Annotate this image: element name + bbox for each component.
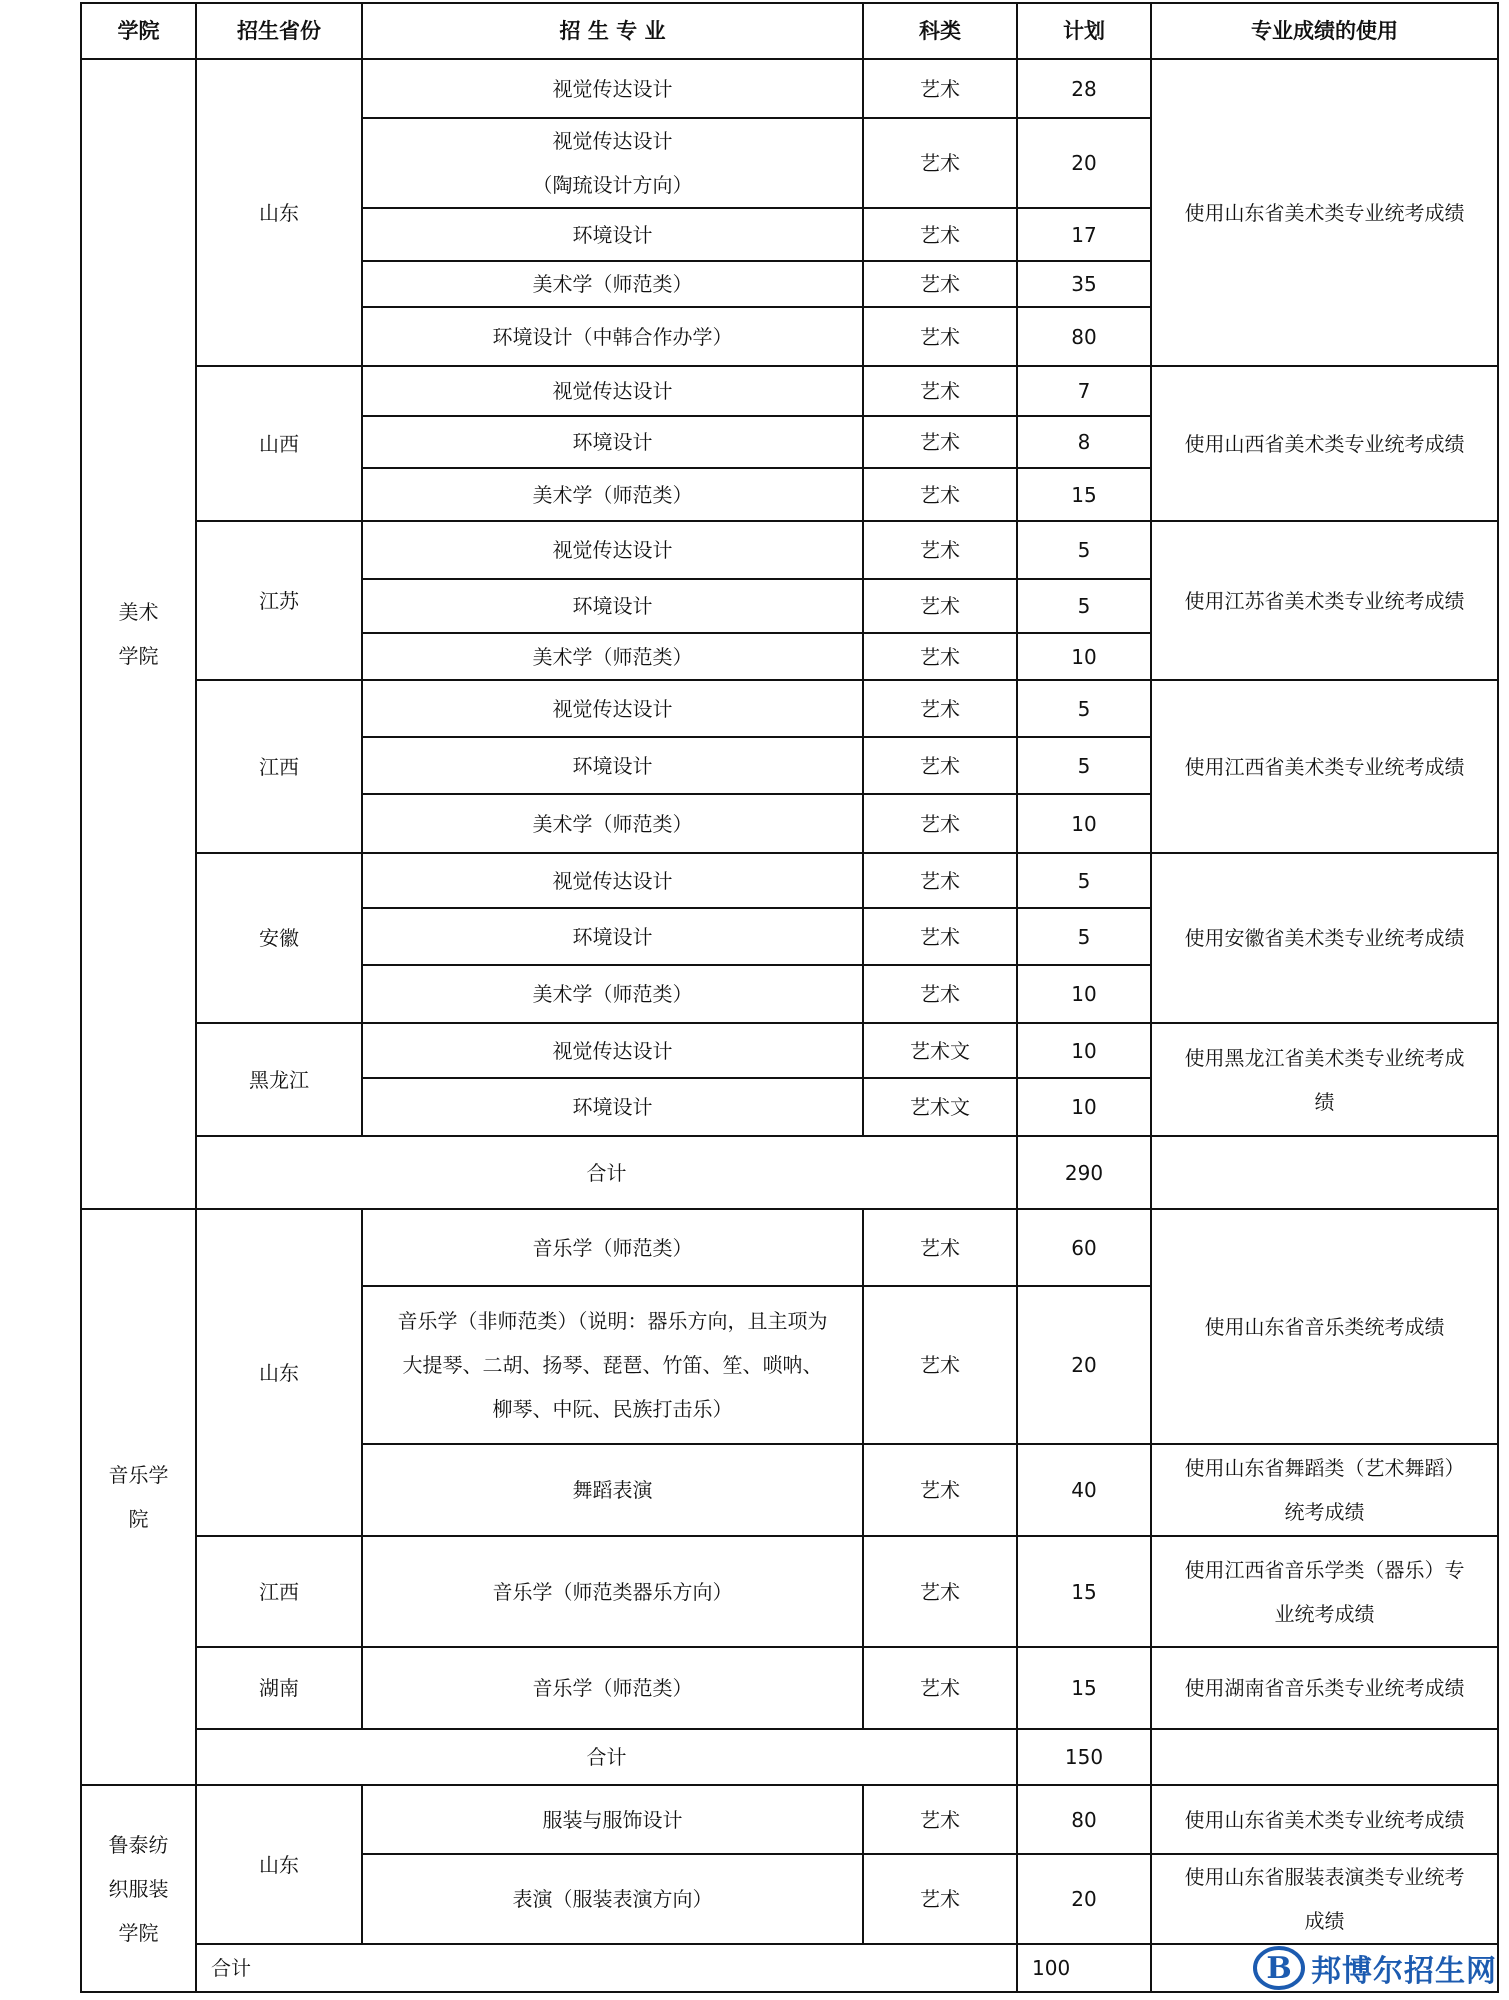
major-cell: 环境设计 bbox=[362, 416, 863, 468]
score-use-cell: 使用山东省音乐类统考成绩 bbox=[1151, 1209, 1498, 1444]
total-empty-cell bbox=[1151, 1729, 1498, 1785]
major-cell: 表演（服装表演方向） bbox=[362, 1854, 863, 1944]
plan-cell: 5 bbox=[1017, 579, 1151, 633]
plan-cell: 8 bbox=[1017, 416, 1151, 468]
category-cell: 艺术 bbox=[863, 908, 1017, 965]
plan-cell: 35 bbox=[1017, 261, 1151, 307]
site-watermark bbox=[1253, 1942, 1497, 1994]
total-value: 150 bbox=[1017, 1729, 1151, 1785]
category-cell: 艺术 bbox=[863, 366, 1017, 416]
plan-cell: 7 bbox=[1017, 366, 1151, 416]
header-row bbox=[81, 3, 1498, 59]
total-label: 合计 bbox=[196, 1136, 1017, 1209]
table-row bbox=[81, 680, 1498, 737]
plan-cell: 10 bbox=[1017, 794, 1151, 853]
total-value: 290 bbox=[1017, 1136, 1151, 1209]
plan-cell: 15 bbox=[1017, 1647, 1151, 1729]
province-cell: 湖南 bbox=[196, 1647, 362, 1729]
score-use-cell: 使用江西省美术类专业统考成绩 bbox=[1151, 680, 1498, 853]
table-row bbox=[81, 1785, 1498, 1854]
category-cell: 艺术 bbox=[863, 737, 1017, 794]
province-cell: 黑龙江 bbox=[196, 1023, 362, 1136]
score-use-cell: 使用黑龙江省美术类专业统考成 绩 bbox=[1151, 1023, 1498, 1136]
plan-cell: 15 bbox=[1017, 1536, 1151, 1647]
major-cell: 环境设计 bbox=[362, 208, 863, 261]
major-cell: 视觉传达设计 （陶琉设计方向） bbox=[362, 118, 863, 208]
header-score-use: 专业成绩的使用 bbox=[1151, 3, 1498, 59]
major-cell: 服装与服饰设计 bbox=[362, 1785, 863, 1854]
province-cell: 安徽 bbox=[196, 853, 362, 1023]
major-cell: 美术学（师范类） bbox=[362, 794, 863, 853]
total-label: 合计 bbox=[196, 1944, 1017, 1992]
svg-text:B: B bbox=[1266, 1951, 1292, 1986]
header-category: 科类 bbox=[863, 3, 1017, 59]
table-row bbox=[81, 521, 1498, 579]
category-cell: 艺术 bbox=[863, 521, 1017, 579]
watermark-text: 邦博尔招生网 bbox=[1311, 1954, 1497, 1989]
category-cell: 艺术 bbox=[863, 1444, 1017, 1536]
major-cell: 美术学（师范类） bbox=[362, 633, 863, 680]
category-cell: 艺术 bbox=[863, 965, 1017, 1023]
score-use-cell: 使用江西省音乐学类（器乐）专 业统考成绩 bbox=[1151, 1536, 1498, 1647]
major-cell: 环境设计 bbox=[362, 579, 863, 633]
table-row bbox=[81, 1536, 1498, 1647]
major-cell: 视觉传达设计 bbox=[362, 366, 863, 416]
b-logo-icon bbox=[1253, 1942, 1305, 1994]
major-cell: 视觉传达设计 bbox=[362, 680, 863, 737]
table-row bbox=[81, 1209, 1498, 1286]
college-cell: 鲁泰纺 织服装 学院 bbox=[81, 1785, 196, 1992]
header-province: 招生省份 bbox=[196, 3, 362, 59]
table-row bbox=[81, 853, 1498, 908]
category-cell: 艺术 bbox=[863, 853, 1017, 908]
plan-cell: 20 bbox=[1017, 1286, 1151, 1444]
category-cell: 艺术文 bbox=[863, 1078, 1017, 1136]
major-cell: 音乐学（师范类） bbox=[362, 1647, 863, 1729]
major-cell: 视觉传达设计 bbox=[362, 59, 863, 118]
score-use-cell: 使用山东省服装表演类专业统考 成绩 bbox=[1151, 1854, 1498, 1944]
table-row bbox=[81, 366, 1498, 416]
plan-cell: 10 bbox=[1017, 965, 1151, 1023]
category-cell: 艺术 bbox=[863, 579, 1017, 633]
score-use-cell: 使用山东省美术类专业统考成绩 bbox=[1151, 59, 1498, 366]
major-cell: 视觉传达设计 bbox=[362, 521, 863, 579]
major-cell: 音乐学（师范类） bbox=[362, 1209, 863, 1286]
plan-cell: 5 bbox=[1017, 853, 1151, 908]
plan-cell: 5 bbox=[1017, 680, 1151, 737]
province-cell: 江西 bbox=[196, 680, 362, 853]
major-cell: 环境设计（中韩合作办学） bbox=[362, 307, 863, 366]
total-empty-cell bbox=[1151, 1136, 1498, 1209]
header-college: 学院 bbox=[81, 3, 196, 59]
plan-cell: 28 bbox=[1017, 59, 1151, 118]
major-cell: 环境设计 bbox=[362, 1078, 863, 1136]
major-cell: 视觉传达设计 bbox=[362, 1023, 863, 1078]
plan-cell: 60 bbox=[1017, 1209, 1151, 1286]
plan-cell: 80 bbox=[1017, 307, 1151, 366]
score-use-cell: 使用湖南省音乐类专业统考成绩 bbox=[1151, 1647, 1498, 1729]
score-use-cell: 使用江苏省美术类专业统考成绩 bbox=[1151, 521, 1498, 680]
major-cell: 美术学（师范类） bbox=[362, 468, 863, 521]
admission-plan-table bbox=[80, 2, 1499, 1993]
score-use-cell: 使用山西省美术类专业统考成绩 bbox=[1151, 366, 1498, 521]
total-label: 合计 bbox=[196, 1729, 1017, 1785]
category-cell: 艺术 bbox=[863, 1854, 1017, 1944]
province-cell: 山西 bbox=[196, 366, 362, 521]
category-cell: 艺术 bbox=[863, 680, 1017, 737]
major-cell: 视觉传达设计 bbox=[362, 853, 863, 908]
category-cell: 艺术 bbox=[863, 208, 1017, 261]
score-use-cell: 使用山东省舞蹈类（艺术舞蹈） 统考成绩 bbox=[1151, 1444, 1498, 1536]
province-cell: 江西 bbox=[196, 1536, 362, 1647]
plan-cell: 10 bbox=[1017, 633, 1151, 680]
category-cell: 艺术 bbox=[863, 1785, 1017, 1854]
category-cell: 艺术 bbox=[863, 794, 1017, 853]
category-cell: 艺术 bbox=[863, 416, 1017, 468]
category-cell: 艺术 bbox=[863, 118, 1017, 208]
category-cell: 艺术 bbox=[863, 307, 1017, 366]
category-cell: 艺术 bbox=[863, 1536, 1017, 1647]
province-cell: 江苏 bbox=[196, 521, 362, 680]
plan-cell: 5 bbox=[1017, 737, 1151, 794]
major-cell: 美术学（师范类） bbox=[362, 965, 863, 1023]
plan-cell: 10 bbox=[1017, 1023, 1151, 1078]
province-cell: 山东 bbox=[196, 59, 362, 366]
major-cell: 音乐学（师范类器乐方向） bbox=[362, 1536, 863, 1647]
major-cell: 环境设计 bbox=[362, 737, 863, 794]
category-cell: 艺术 bbox=[863, 1209, 1017, 1286]
category-cell: 艺术 bbox=[863, 1286, 1017, 1444]
category-cell: 艺术 bbox=[863, 633, 1017, 680]
plan-cell: 15 bbox=[1017, 468, 1151, 521]
category-cell: 艺术 bbox=[863, 1647, 1017, 1729]
table-row bbox=[81, 1023, 1498, 1078]
total-value: 100 bbox=[1017, 1944, 1151, 1992]
plan-cell: 40 bbox=[1017, 1444, 1151, 1536]
plan-cell: 5 bbox=[1017, 908, 1151, 965]
total-row bbox=[81, 1729, 1498, 1785]
category-cell: 艺术文 bbox=[863, 1023, 1017, 1078]
header-major: 招 生 专 业 bbox=[362, 3, 863, 59]
table-row bbox=[81, 59, 1498, 118]
score-use-cell: 使用安徽省美术类专业统考成绩 bbox=[1151, 853, 1498, 1023]
plan-cell: 10 bbox=[1017, 1078, 1151, 1136]
plan-cell: 80 bbox=[1017, 1785, 1151, 1854]
category-cell: 艺术 bbox=[863, 468, 1017, 521]
province-cell: 山东 bbox=[196, 1209, 362, 1536]
plan-cell: 5 bbox=[1017, 521, 1151, 579]
plan-cell: 20 bbox=[1017, 1854, 1151, 1944]
category-cell: 艺术 bbox=[863, 59, 1017, 118]
header-plan: 计划 bbox=[1017, 3, 1151, 59]
table-row bbox=[81, 1647, 1498, 1729]
score-use-cell: 使用山东省美术类专业统考成绩 bbox=[1151, 1785, 1498, 1854]
major-cell: 音乐学（非师范类）（说明：器乐方向，且主项为 大提琴、二胡、扬琴、琵琶、竹笛、笙、唢呐、 柳琴、中阮、民族打击乐） bbox=[362, 1286, 863, 1444]
province-cell: 山东 bbox=[196, 1785, 362, 1944]
plan-cell: 20 bbox=[1017, 118, 1151, 208]
major-cell: 环境设计 bbox=[362, 908, 863, 965]
category-cell: 艺术 bbox=[863, 261, 1017, 307]
major-cell: 舞蹈表演 bbox=[362, 1444, 863, 1536]
college-cell: 音乐学 院 bbox=[81, 1209, 196, 1785]
college-cell: 美术 学院 bbox=[81, 59, 196, 1209]
total-row bbox=[81, 1136, 1498, 1209]
major-cell: 美术学（师范类） bbox=[362, 261, 863, 307]
plan-cell: 17 bbox=[1017, 208, 1151, 261]
